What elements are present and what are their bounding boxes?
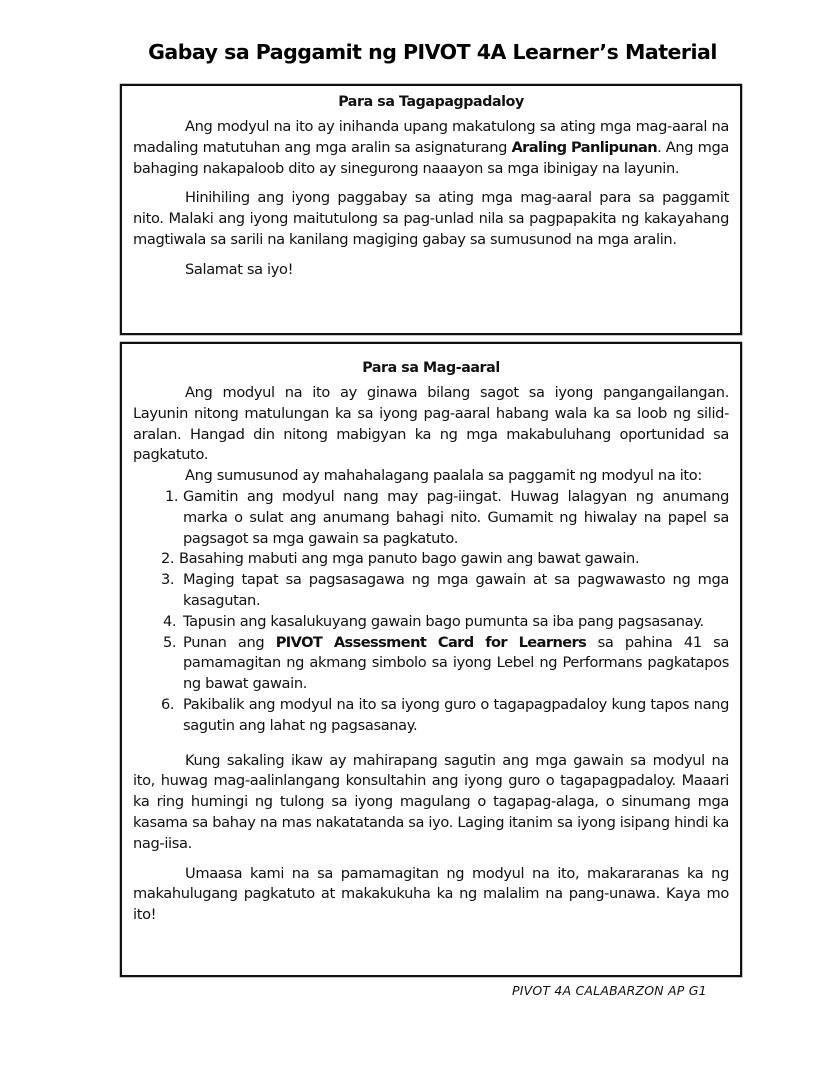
list-text: Gamitin ang modyul nang may pag-iingat. Huwag lalagyan ng anumang marka o sulat ang anumang bahagi nito. Gumamit ng hiwalay na papel sa pagsagot sa mga gawain sa pagkatuto. <box>183 487 729 547</box>
list-item <box>133 695 729 737</box>
facilitator-heading: Para sa Tagapagpadaloy <box>338 94 524 110</box>
learner-paragraph-2: Ang sumusunod ay mahahalagang paalala sa paggamit ng modyul na ito: <box>185 467 702 485</box>
list-item <box>133 549 729 570</box>
list-number: 5. <box>163 633 177 651</box>
list-item <box>133 487 729 549</box>
list-item <box>133 612 729 633</box>
list-number: 1. <box>165 487 179 505</box>
list-number: 2. <box>161 550 175 568</box>
list-number: 6. <box>161 695 175 713</box>
list-text: sa pahina 41 sa pamamagitan ng akmang simbolo sa iyong Lebel ng Performans pagkatapos ng bawat gawain. <box>183 633 730 693</box>
list-text: Maging tapat sa pagsasagawa ng mga gawain at sa pagwawasto ng mga kasagutan. <box>183 571 729 609</box>
list-number: 3. <box>161 571 175 589</box>
facilitator-paragraph-2: Hinihiling ang iyong paggabay sa ating mga mag-aaral para sa paggamit nito. Malaki ang iyong maitutulong sa pag-unlad nila sa pagpapakita ng kakayahang magtiwala sa sarili na kanilang magiging gabay sa sumusunod na mga aralin. <box>133 189 729 248</box>
list-text: Tapusin ang kasalukuyang gawain bago pumunta sa iba pang pagsasanay. <box>183 612 704 630</box>
page-title: Gabay sa Paggamit ng PIVOT 4A Learner’s Material <box>148 40 717 64</box>
learner-paragraph-4: Umaasa kami na sa pamamagitan ng modyul na ito, makararanas ka ng makahulugang pagkatuto at makakukuha ka ng malalim na pang-unawa. Kaya mo ito! <box>133 864 729 924</box>
page-footer: PIVOT 4A CALABARZON AP G1 <box>512 983 707 998</box>
list-item <box>133 570 729 612</box>
subject-name: Araling Panlipunan <box>511 138 658 156</box>
list-text: Punan ang <box>183 633 276 651</box>
assessment-card-name: PIVOT Assessment Card for Learners <box>275 633 587 651</box>
list-number: 4. <box>163 612 177 630</box>
learner-paragraph-1: Ang modyul na ito ay ginawa bilang sagot sa iyong pangangailangan. Layunin nitong matulungan ka sa iyong pag-aaral habang wala ka sa loob ng silid-aralan. Hangad din nitong mabigyan ka ng mga makabuluhang oportunidad sa pagkatuto. <box>133 384 729 464</box>
facilitator-section <box>120 84 742 335</box>
facilitator-closing: Salamat sa iyo! <box>185 260 294 278</box>
facilitator-paragraph-1 <box>133 117 729 179</box>
paragraph-text: . Ang mga bahaging nakapaloob dito ay sinegurong naaayon sa mga ibinigay na layunin. <box>133 138 729 177</box>
list-text: Pakibalik ang modyul na ito sa iyong guro o tagapagpadaloy kung tapos nang sagutin ang lahat ng pagsasanay. <box>183 695 729 734</box>
reminders-list <box>133 487 729 737</box>
list-text: Basahing mabuti ang mga panuto bago gawin ang bawat gawain. <box>179 550 640 568</box>
list-item <box>133 633 729 695</box>
learner-section <box>120 342 742 977</box>
paragraph-text: Ang modyul na ito ay inihanda upang makatulong sa ating mga mag-aaral na madaling matutuhan ang mga aralin sa asignaturang <box>133 118 729 156</box>
learner-heading: Para sa Mag-aaral <box>362 360 500 376</box>
learner-paragraph-3: Kung sakaling ikaw ay mahirapang sagutin ang mga gawain sa modyul na ito, huwag mag-aalinlangang konsultahin ang iyong guro o tagapagpadaloy. Maaari ka ring humingi ng tulong sa iyong magulang o tagapag-alaga, o sinumang mga kasama sa bahay na mas nakatatanda sa iyo. Laging itanim sa iyong isipang hindi ka nag-iisa. <box>133 751 729 852</box>
